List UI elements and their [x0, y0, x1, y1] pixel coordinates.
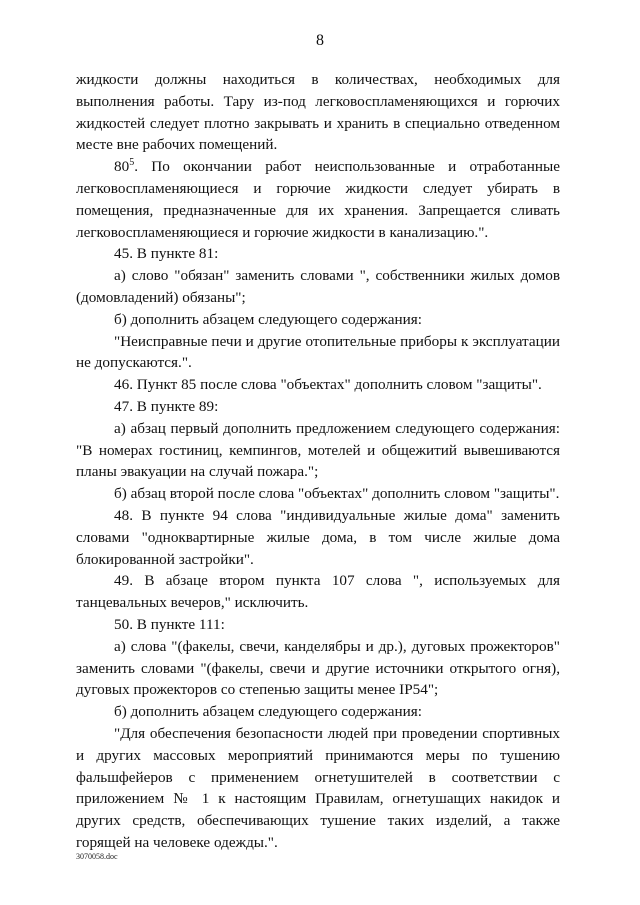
paragraph: "Для обеспечения безопасности людей при проведении спортивных и других массовых мероприятий принимаются меры по тушению фальшфейеров с применением огнетушителей в соответствии с приложением № 1 к настоящим Правилам, огнетушащих накидок и других средств, обеспечивающих тушение таких изделий, а также горящей на человеке одежды.".: [76, 724, 560, 851]
paragraph: 45. В пункте 81:: [114, 245, 219, 263]
paragraph: "Неисправные печи и другие отопительные приборы к эксплуатации не допускаются.".: [76, 332, 560, 372]
paragraph: 49. В абзаце втором пункта 107 слова ", используемых для танцевальных вечеров," исключить.: [76, 572, 560, 612]
clause-text: . По окончании работ неиспользованные и отработанные легковоспламеняющиеся и горючие жидкости следует убирать в помещения, предназначенные для их хранения. Запрещается сливать легковоспламеняющиеся и горючие жидкости в канализацию.".: [76, 158, 560, 241]
clause-superscript: 5: [129, 157, 135, 169]
page-number: 8: [316, 32, 324, 49]
paragraph: а) слова "(факелы, свечи, канделябры и др.), дуговых прожекторов" заменить словами "(факелы, свечи и другие источники открытого огня), дуговых прожекторов со степенью защиты менее IP54";: [76, 637, 560, 699]
paragraph: 50. В пункте 111:: [114, 615, 225, 633]
paragraph: 46. Пункт 85 после слова "объектах" дополнить словом "защиты".: [114, 376, 542, 394]
file-name-footer: 3070058.doc: [76, 852, 118, 861]
document-body: [76, 69, 560, 854]
paragraph: а) слово "обязан" заменить словами ", собственники жилых домов (домовладений) обязаны";: [76, 267, 560, 306]
paragraph: б) абзац второй после слова "объектах" дополнить словом "защиты".: [114, 485, 560, 503]
paragraph: 47. В пункте 89:: [114, 397, 219, 415]
clause-number: 80: [114, 158, 130, 176]
paragraph: жидкости должны находиться в количествах, необходимых для выполнения работы. Тару из-под легковоспламеняющихся и горючих жидкостей следует плотно закрывать и хранить в специально отведенном месте вне рабочих помещений.: [76, 71, 560, 154]
paragraph-80-5: [76, 156, 560, 243]
paragraph: 48. В пункте 94 слова "индивидуальные жилые дома" заменить словами "одноквартирные жилые дома, в том числе жилые дома блокированной застройки".: [76, 506, 560, 568]
paragraph: б) дополнить абзацем следующего содержания:: [114, 310, 422, 328]
paragraph: б) дополнить абзацем следующего содержания:: [114, 703, 422, 721]
paragraph: а) абзац первый дополнить предложением следующего содержания: "В номерах гостиниц, кемпингов, мотелей и общежитий вывешиваются планы эвакуации на случай пожара.";: [76, 419, 560, 481]
